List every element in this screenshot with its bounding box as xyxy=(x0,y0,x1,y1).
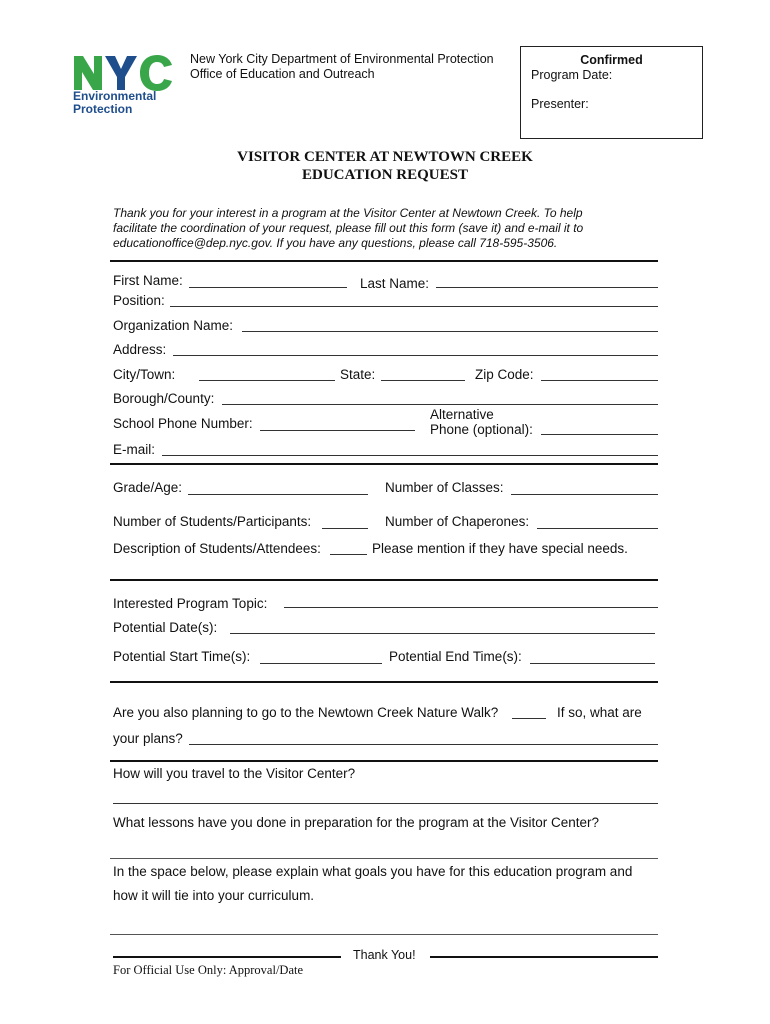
section-divider xyxy=(110,681,658,683)
logo-text-protection: Protection xyxy=(73,102,133,116)
first-name-field[interactable] xyxy=(189,287,347,288)
address-field[interactable] xyxy=(173,355,658,356)
section-divider xyxy=(110,579,658,581)
official-use-label: For Official Use Only: Approval/Date xyxy=(113,963,304,977)
alt-phone-label-2: Phone (optional): xyxy=(430,422,533,437)
form-title-line2: EDUCATION REQUEST xyxy=(301,167,468,183)
zip-label: Zip Code: xyxy=(475,367,534,382)
travel-question: How will you travel to the Visitor Center? xyxy=(113,766,356,781)
presenter-label: Presenter: xyxy=(531,97,589,111)
end-time-field[interactable] xyxy=(530,663,655,664)
intro-line2: facilitate the coordination of your request, please fill out this form (save it) and e-mail it to xyxy=(113,221,584,235)
alt-phone-label-1: Alternative xyxy=(430,407,494,422)
program-date-label: Program Date: xyxy=(531,68,613,82)
logo-text-environmental: Environmental xyxy=(73,89,157,103)
borough-label: Borough/County: xyxy=(113,391,215,406)
city-label: City/Town: xyxy=(113,367,176,382)
grade-label: Grade/Age: xyxy=(113,480,183,495)
your-plans-label: your plans? xyxy=(113,731,183,746)
organization-label: Organization Name: xyxy=(113,318,234,333)
state-field[interactable] xyxy=(381,380,465,381)
travel-field[interactable] xyxy=(113,803,658,804)
confirmed-title: Confirmed xyxy=(580,53,643,67)
first-name-label: First Name: xyxy=(113,273,183,288)
section-divider xyxy=(110,760,658,762)
alt-phone-field[interactable] xyxy=(541,434,658,435)
last-name-field[interactable] xyxy=(436,287,658,288)
goals-field[interactable] xyxy=(110,934,658,935)
your-plans-field[interactable] xyxy=(189,744,658,745)
position-label: Position: xyxy=(113,293,165,308)
goals-question-line2: how it will tie into your curriculum. xyxy=(113,888,315,903)
goals-question-line1: In the space below, please explain what goals you have for this education program and xyxy=(113,864,633,879)
department-name: New York City Department of Environmental Protection xyxy=(190,52,494,66)
students-label: Number of Students/Participants: xyxy=(113,514,312,529)
lessons-question: What lessons have you done in preparation for the program at the Visitor Center? xyxy=(113,815,600,830)
dates-field[interactable] xyxy=(230,633,655,634)
lessons-field[interactable] xyxy=(110,858,658,859)
if-so-label: If so, what are xyxy=(557,705,642,720)
address-label: Address: xyxy=(113,342,167,357)
intro-line3: educationoffice@dep.nyc.gov. If you have any questions, please call 718-595-3506. xyxy=(113,236,558,250)
zip-field[interactable] xyxy=(541,380,658,381)
nyc-logo-icon xyxy=(72,52,176,92)
nature-walk-field[interactable] xyxy=(512,718,546,719)
section-divider xyxy=(110,260,658,262)
nature-walk-question: Are you also planning to go to the Newtown Creek Nature Walk? xyxy=(113,705,499,720)
chaperones-field[interactable] xyxy=(537,528,658,529)
confirmed-box xyxy=(520,46,703,139)
office-name: Office of Education and Outreach xyxy=(190,67,375,81)
students-field[interactable] xyxy=(322,528,368,529)
chaperones-label: Number of Chaperones: xyxy=(385,514,530,529)
topic-label: Interested Program Topic: xyxy=(113,596,268,611)
topic-field[interactable] xyxy=(284,607,658,608)
footer-rule-right xyxy=(430,956,658,958)
school-phone-label: School Phone Number: xyxy=(113,416,253,431)
form-title-line1: VISITOR CENTER AT NEWTOWN CREEK xyxy=(237,149,533,165)
dates-label: Potential Date(s): xyxy=(113,620,218,635)
email-label: E-mail: xyxy=(113,442,156,457)
organization-field[interactable] xyxy=(242,331,658,332)
thank-you-text: Thank You! xyxy=(353,948,416,962)
description-label: Description of Students/Attendees: xyxy=(113,541,321,556)
grade-field[interactable] xyxy=(188,494,368,495)
position-field[interactable] xyxy=(170,306,658,307)
end-time-label: Potential End Time(s): xyxy=(389,649,522,664)
borough-field[interactable] xyxy=(222,404,658,405)
description-field[interactable] xyxy=(330,554,367,555)
city-field[interactable] xyxy=(199,380,335,381)
state-label: State: xyxy=(340,367,376,382)
email-field[interactable] xyxy=(162,455,658,456)
school-phone-field[interactable] xyxy=(260,430,415,431)
last-name-label: Last Name: xyxy=(360,276,430,291)
classes-label: Number of Classes: xyxy=(385,480,504,495)
section-divider xyxy=(110,463,658,465)
footer-rule-left xyxy=(113,956,341,958)
special-needs-note: Please mention if they have special needs. xyxy=(372,541,628,556)
intro-line1: Thank you for your interest in a program at the Visitor Center at Newtown Creek. To help xyxy=(113,206,583,220)
classes-field[interactable] xyxy=(511,494,658,495)
start-time-field[interactable] xyxy=(260,663,382,664)
start-time-label: Potential Start Time(s): xyxy=(113,649,251,664)
